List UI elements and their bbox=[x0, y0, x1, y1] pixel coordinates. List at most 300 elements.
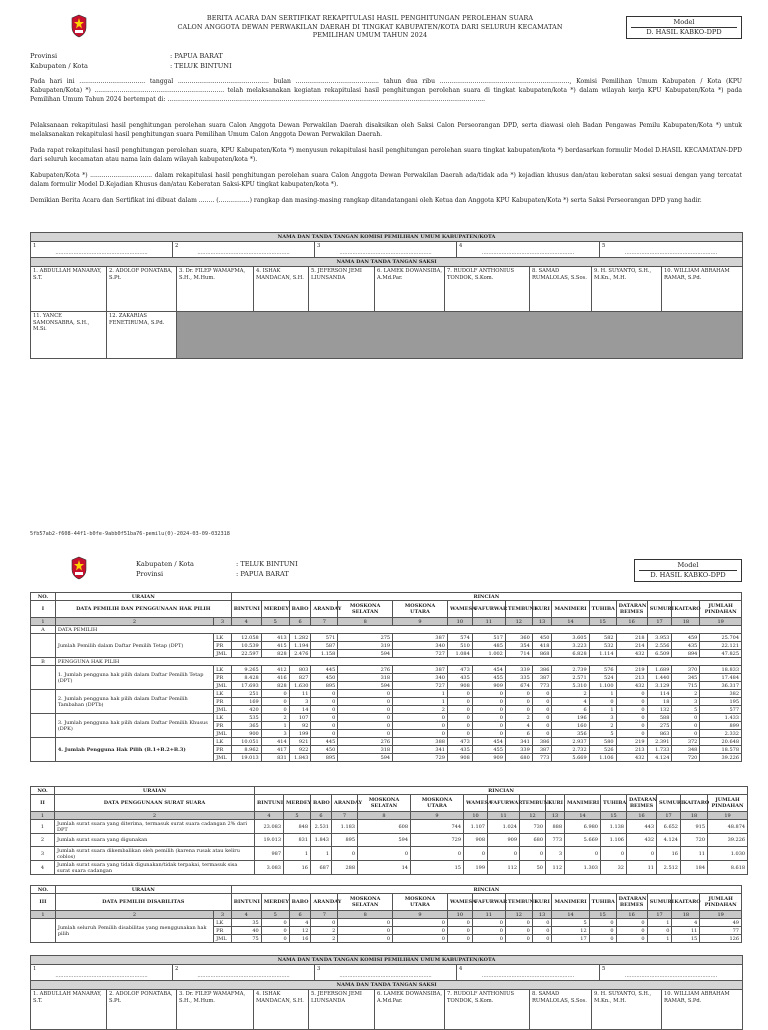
komisi-signature-slot[interactable]: 5 ........................................................ bbox=[600, 965, 743, 981]
blank-cell bbox=[31, 690, 56, 714]
value-cell: 318 bbox=[338, 746, 393, 754]
saksi-signature-slot[interactable]: 4. ISHAK MANDACAN, S.H. bbox=[254, 267, 309, 312]
value-cell: 340 bbox=[393, 642, 448, 650]
column-header: DATARAN BEIMES bbox=[616, 601, 647, 618]
value-cell: 730 bbox=[520, 820, 546, 834]
value-cell: 4 bbox=[672, 919, 700, 927]
provinsi-row bbox=[30, 52, 223, 61]
column-header: MANIMERI bbox=[552, 894, 589, 911]
column-number: 3 bbox=[214, 618, 232, 626]
value-cell: 580 bbox=[589, 738, 616, 746]
value-cell: 1.433 bbox=[700, 714, 742, 722]
saksi-signature-slot[interactable]: 12. ZAKARIAS FENETIRUMA, S.Pd. bbox=[107, 312, 177, 359]
header-row bbox=[31, 894, 742, 911]
value-cell: 0 bbox=[616, 935, 647, 943]
value-cell: 828 bbox=[261, 650, 289, 658]
value-cell: 0 bbox=[393, 730, 448, 738]
value-cell: 276 bbox=[338, 666, 393, 674]
value-cell: 524 bbox=[589, 674, 616, 682]
column-number: 5 bbox=[261, 618, 289, 626]
value-cell: 6 bbox=[505, 730, 532, 738]
value-cell: 895 bbox=[332, 834, 358, 847]
value-cell: 6.509 bbox=[647, 650, 672, 658]
value-cell: 9.265 bbox=[231, 666, 261, 674]
value-cell: 372 bbox=[672, 738, 700, 746]
value-cell: 908 bbox=[447, 682, 472, 690]
value-cell: 894 bbox=[672, 650, 700, 658]
value-cell: 0 bbox=[647, 927, 672, 935]
komisi-signature-slot[interactable]: 4 ........................................................ bbox=[457, 242, 600, 258]
value-cell: 0 bbox=[532, 927, 552, 935]
value-cell: 0 bbox=[261, 919, 289, 927]
header-rincian: RINCIAN bbox=[231, 886, 741, 894]
value-cell: 0 bbox=[601, 847, 627, 861]
section-title: DATA PEMILIH DISABILITAS bbox=[55, 894, 231, 911]
value-cell: 288 bbox=[332, 861, 358, 875]
value-cell: 0 bbox=[447, 730, 472, 738]
value-cell: 0 bbox=[411, 847, 464, 861]
header-rincian: RINCIAN bbox=[231, 593, 741, 601]
column-number: 5 bbox=[284, 812, 311, 820]
value-cell: 909 bbox=[472, 682, 505, 690]
value-cell: 729 bbox=[411, 834, 464, 847]
value-cell: 4 bbox=[289, 919, 311, 927]
value-cell: 0 bbox=[532, 706, 552, 714]
header-uraian: URAIAN bbox=[55, 787, 255, 795]
column-number: 9 bbox=[393, 911, 448, 919]
value-cell: 2 bbox=[589, 722, 616, 730]
column-number: 7 bbox=[332, 812, 358, 820]
saksi-signature-slot[interactable]: 2. ADOLOF PONATABA, S.Pt. bbox=[107, 267, 177, 312]
value-cell: 8.962 bbox=[231, 746, 261, 754]
column-header: MOSKONA UTARA bbox=[393, 601, 448, 618]
value-cell: 10.539 bbox=[231, 642, 261, 650]
value-cell: 450 bbox=[532, 634, 552, 642]
value-cell: 868 bbox=[532, 650, 552, 658]
value-cell: 987 bbox=[255, 847, 284, 861]
column-header: MOSKONA SELATAN bbox=[358, 795, 411, 812]
saksi-signature-slot[interactable]: 9. H. SUYANTO, S.H., M.Kn., M.H. bbox=[592, 990, 662, 1030]
value-cell: 571 bbox=[311, 634, 338, 642]
value-cell: 0 bbox=[447, 927, 472, 935]
value-cell: 0 bbox=[472, 927, 505, 935]
komisi-signature-slot[interactable]: 5 ........................................................ bbox=[600, 242, 743, 258]
value-cell: 417 bbox=[261, 746, 289, 754]
value-cell: 11 bbox=[672, 927, 700, 935]
value-cell: 15 bbox=[411, 861, 464, 875]
sex-label: PR bbox=[214, 722, 232, 730]
saksi-signature-slot[interactable]: 5. JEFERSON JEMI LIUNSANDA bbox=[309, 267, 375, 312]
p2-kabupaten-row bbox=[136, 560, 298, 569]
value-cell: 0 bbox=[393, 919, 448, 927]
komisi-signature-slot[interactable]: 3 ........................................................ bbox=[315, 965, 457, 981]
value-cell: 0 bbox=[332, 847, 358, 861]
value-cell: 0 bbox=[464, 847, 488, 861]
value-cell: 594 bbox=[338, 754, 393, 762]
header-row bbox=[31, 601, 742, 618]
column-number: 9 bbox=[393, 618, 448, 626]
model-label: Model bbox=[673, 18, 695, 26]
value-cell: 0 bbox=[472, 714, 505, 722]
value-cell: 107 bbox=[289, 714, 311, 722]
value-cell: 114 bbox=[647, 690, 672, 698]
value-cell: 803 bbox=[289, 666, 311, 674]
column-number: 17 bbox=[657, 812, 681, 820]
value-cell: 715 bbox=[672, 682, 700, 690]
column-number: 18 bbox=[681, 812, 708, 820]
saksi-signature-slot[interactable]: 4. ISHAK MANDACAN, S.H. bbox=[254, 990, 309, 1030]
column-header: KAITARO bbox=[681, 795, 708, 812]
group-number: B bbox=[31, 658, 56, 666]
group-number: A bbox=[31, 626, 56, 634]
value-cell: 435 bbox=[672, 642, 700, 650]
komisi-signature-slot[interactable]: 3 ........................................................ bbox=[315, 242, 457, 258]
saksi-signature-slot[interactable]: 6. LAMEK DOWANSIBA, A.Md.Par. bbox=[375, 990, 445, 1030]
row-label: Jumlah seluruh Pemilih disabilitas yang menggunakan hak pilih bbox=[55, 919, 213, 943]
provinsi-value: : PAPUA BARAT bbox=[170, 52, 223, 60]
value-cell: 459 bbox=[672, 634, 700, 642]
value-cell: 3 bbox=[672, 698, 700, 706]
value-cell: 594 bbox=[338, 650, 393, 658]
value-cell: 0 bbox=[589, 698, 616, 706]
value-cell: 275 bbox=[338, 634, 393, 642]
saksi-signature-slot[interactable]: 5. JEFERSON JEMI LIUNSANDA bbox=[309, 990, 375, 1030]
value-cell: 900 bbox=[231, 730, 261, 738]
value-cell: 432 bbox=[616, 650, 647, 658]
table-row bbox=[31, 919, 742, 927]
value-cell: 199 bbox=[464, 861, 488, 875]
sex-label: LK bbox=[214, 666, 232, 674]
value-cell: 1 bbox=[589, 706, 616, 714]
column-header: TEMBUNI bbox=[505, 601, 532, 618]
value-cell: 0 bbox=[338, 690, 393, 698]
value-cell: 199 bbox=[289, 730, 311, 738]
saksi-signature-slot[interactable]: 7. RUDOLF ANTHONIUS TONDOK, S.Kom. bbox=[445, 267, 530, 312]
saksi-signature-slot[interactable]: 8. SAMAD RUMALOLAS, S.Sos. bbox=[530, 990, 592, 1030]
sex-label: JML bbox=[214, 935, 232, 943]
sex-label: PR bbox=[214, 642, 232, 650]
value-cell: 0 bbox=[505, 690, 532, 698]
column-number: 2 bbox=[55, 911, 213, 919]
value-cell: 1 bbox=[311, 847, 332, 861]
value-cell: 0 bbox=[616, 919, 647, 927]
saksi-signature-slot[interactable]: 2. ADOLOF PONATABA, S.Pt. bbox=[107, 990, 177, 1030]
value-cell: 360 bbox=[505, 634, 532, 642]
column-header: ARANDAY bbox=[311, 601, 338, 618]
value-cell: 8.618 bbox=[708, 861, 748, 875]
row-label: 3. Jumlah pengguna hak pilih dalam Daftar Pemilih Khusus (DPK) bbox=[55, 714, 213, 738]
value-cell: 348 bbox=[672, 746, 700, 754]
value-cell: 6 bbox=[552, 706, 589, 714]
value-cell: 915 bbox=[681, 820, 708, 834]
value-cell: 5 bbox=[552, 919, 589, 927]
saksi-signature-slot[interactable]: 10. WILLIAM ABRAHAM RAMAR, S.Pd. bbox=[662, 990, 743, 1030]
value-cell: 195 bbox=[700, 698, 742, 706]
header-row bbox=[31, 886, 742, 894]
value-cell: 356 bbox=[552, 730, 589, 738]
value-cell: 1.030 bbox=[708, 847, 748, 861]
value-cell: 827 bbox=[289, 674, 311, 682]
column-number: 12 bbox=[505, 911, 532, 919]
value-cell: 0 bbox=[520, 847, 546, 861]
column-header: SUMURI bbox=[647, 601, 672, 618]
value-cell: 0 bbox=[338, 927, 393, 935]
value-cell: 0 bbox=[532, 730, 552, 738]
value-cell: 1 bbox=[284, 847, 311, 861]
value-cell: 25.704 bbox=[700, 634, 742, 642]
value-cell: 574 bbox=[447, 634, 472, 642]
row-label: 4. Jumlah Pengguna Hak Pilih (B.1+B.2+B.3) bbox=[55, 738, 213, 762]
value-cell: 341 bbox=[505, 738, 532, 746]
value-cell: 0 bbox=[447, 722, 472, 730]
p2-komisi-signature-table bbox=[30, 955, 743, 981]
value-cell: 319 bbox=[338, 642, 393, 650]
value-cell: 888 bbox=[546, 820, 565, 834]
value-cell: 3 bbox=[589, 714, 616, 722]
value-cell: 848 bbox=[284, 820, 311, 834]
value-cell: 39.226 bbox=[700, 754, 742, 762]
value-cell: 335 bbox=[505, 674, 532, 682]
value-cell: 1 bbox=[647, 935, 672, 943]
value-cell: 169 bbox=[231, 698, 261, 706]
value-cell: 32 bbox=[601, 861, 627, 875]
value-cell: 2.332 bbox=[700, 730, 742, 738]
value-cell: 0 bbox=[393, 927, 448, 935]
value-cell: 0 bbox=[393, 714, 448, 722]
column-number: 1 bbox=[31, 812, 55, 820]
value-cell: 0 bbox=[616, 706, 647, 714]
header-uraian: URAIAN bbox=[55, 593, 231, 601]
value-cell: 922 bbox=[289, 746, 311, 754]
value-cell: 432 bbox=[616, 682, 647, 690]
column-number: 1 bbox=[31, 911, 56, 919]
column-header: BABO bbox=[311, 795, 332, 812]
value-cell: 0 bbox=[311, 690, 338, 698]
value-cell: 387 bbox=[393, 634, 448, 642]
kabupaten-row bbox=[30, 62, 232, 71]
value-cell: 4.124 bbox=[657, 834, 681, 847]
data-pemilih-table bbox=[30, 592, 742, 762]
value-cell: 4 bbox=[552, 698, 589, 706]
blank-cell bbox=[31, 666, 56, 690]
column-number: 11 bbox=[488, 812, 520, 820]
value-cell: 0 bbox=[472, 706, 505, 714]
saksi-signature-slot[interactable]: 11. YANCE SAMONSABRA, S.H., M.Si. bbox=[31, 312, 107, 359]
value-cell: 77 bbox=[700, 927, 742, 935]
value-cell: 3.953 bbox=[647, 634, 672, 642]
paragraph-penutup: Demikian Berita Acara dan Sertifikat ini dibuat dalam ........ (................) rangkap dan masing-masing rangkap ditandatangani oleh Ketua dan Anggota KPU Kabupaten/Kota *) serta Saksi Perseorangan DPD yang hadir. bbox=[30, 197, 702, 204]
komisi-header: NAMA DAN TANDA TANGAN KOMISI PEMILIHAN UMUM KABUPATEN/KOTA bbox=[31, 956, 743, 965]
komisi-signature-slot[interactable]: 1 ........................................................ bbox=[31, 965, 173, 981]
value-cell: 2.556 bbox=[647, 642, 672, 650]
column-header: SUMURI bbox=[657, 795, 681, 812]
value-cell: 370 bbox=[672, 666, 700, 674]
value-cell: 3 bbox=[546, 847, 565, 861]
value-cell: 17 bbox=[552, 935, 589, 943]
sex-label: PR bbox=[214, 927, 232, 935]
column-number: 8 bbox=[338, 618, 393, 626]
value-cell: 0 bbox=[311, 919, 338, 927]
value-cell: 2 bbox=[393, 706, 448, 714]
value-cell: 2.571 bbox=[552, 674, 589, 682]
value-cell: 526 bbox=[589, 746, 616, 754]
saksi-header: NAMA DAN TANDA TANGAN SAKSI bbox=[31, 258, 743, 267]
value-cell: 3 bbox=[261, 730, 289, 738]
saksi-signature-slot[interactable]: 8. SAMAD RUMALOLAS, S.Sos. bbox=[530, 267, 592, 312]
column-header: ARANDAY bbox=[332, 795, 358, 812]
value-cell: 0 bbox=[311, 730, 338, 738]
saksi-signature-slot[interactable]: 9. H. SUYANTO, S.H., M.Kn., M.H. bbox=[592, 267, 662, 312]
surat-suara-table bbox=[30, 786, 748, 875]
column-header: JUMLAH PINDAHAN bbox=[700, 601, 742, 618]
saksi-signature-slot[interactable]: 7. RUDOLF ANTHONIUS TONDOK, S.Kom. bbox=[445, 990, 530, 1030]
value-cell: 386 bbox=[532, 666, 552, 674]
value-cell: 1.100 bbox=[589, 682, 616, 690]
group-label: PENGGUNA HAK PILIH bbox=[55, 658, 741, 666]
value-cell: 909 bbox=[488, 834, 520, 847]
value-cell: 0 bbox=[338, 714, 393, 722]
column-number: 18 bbox=[672, 618, 700, 626]
column-number: 19 bbox=[700, 911, 742, 919]
komisi-signature-slot[interactable]: 2 ........................................................ bbox=[173, 242, 315, 258]
column-number-row bbox=[31, 812, 748, 820]
value-cell: 2.391 bbox=[647, 738, 672, 746]
value-cell: 0 bbox=[338, 730, 393, 738]
value-cell: 10.051 bbox=[231, 738, 261, 746]
value-cell: 365 bbox=[231, 722, 261, 730]
column-number: 12 bbox=[505, 618, 532, 626]
p2-kabupaten-value: : TELUK BINTUNI bbox=[236, 560, 298, 568]
paragraph-kejadian-khusus: Kabupaten/Kota *) ................................ dalam rekapitulasi hasil penghitungan perolehan suara Calon Anggota Dewan Perwakilan Daerah ada/tidak ada *) kejadian khusus dan/atau keberatan saksi sesuai dengan yang tercatat dalam formulir Model D.Kejadian Khusus dan/atau Keberatan Saksi-KPU tingkat kabupaten/kota *). bbox=[30, 172, 742, 188]
value-cell: 532 bbox=[589, 642, 616, 650]
row-label: Jumlah surat suara dikembalikan oleh pemilih (karena rusak atau keliru coblos) bbox=[55, 847, 255, 861]
sex-label: LK bbox=[214, 738, 232, 746]
value-cell: 14 bbox=[289, 706, 311, 714]
value-cell: 412 bbox=[261, 666, 289, 674]
value-cell: 5 bbox=[589, 730, 616, 738]
saksi-signature-slot[interactable]: 1. ABDULLAH MANARAY, S.T. bbox=[31, 990, 107, 1030]
column-header: BINTUNI bbox=[255, 795, 284, 812]
value-cell: 8.428 bbox=[231, 674, 261, 682]
value-cell: 1.733 bbox=[647, 746, 672, 754]
sex-label: JML bbox=[214, 754, 232, 762]
value-cell: 6.652 bbox=[657, 820, 681, 834]
value-cell: 49 bbox=[700, 919, 742, 927]
value-cell: 0 bbox=[338, 722, 393, 730]
value-cell: 0 bbox=[616, 722, 647, 730]
value-cell: 0 bbox=[616, 730, 647, 738]
value-cell: 12 bbox=[552, 927, 589, 935]
value-cell: 0 bbox=[447, 919, 472, 927]
komisi-signature-table bbox=[30, 232, 743, 258]
value-cell: 908 bbox=[464, 834, 488, 847]
saksi-signature-slot[interactable]: 1. ABDULLAH MANARAY, S.T. bbox=[31, 267, 107, 312]
column-header: KAITARO bbox=[672, 601, 700, 618]
column-number: 19 bbox=[700, 618, 742, 626]
column-header: JUMLAH PINDAHAN bbox=[708, 795, 748, 812]
value-cell: 0 bbox=[616, 927, 647, 935]
value-cell: 214 bbox=[616, 642, 647, 650]
row-label: 2. Jumlah pengguna hak pilih dalam Daftar Pemilih Tambahan (DPTb) bbox=[55, 690, 213, 714]
value-cell: 18.578 bbox=[700, 746, 742, 754]
saksi-signature-slot[interactable]: 3. Dr. FILEP WAMAFMA, S.H., M.Hum. bbox=[177, 267, 254, 312]
blank-cell bbox=[31, 714, 56, 738]
row-label: Jumlah surat suara yang digunakan bbox=[55, 834, 255, 847]
column-header: MOSKONA UTARA bbox=[393, 894, 448, 911]
value-cell: 0 bbox=[261, 706, 289, 714]
saksi-signature-slot[interactable]: 10. WILLIAM ABRAHAM RAMAR, S.Pd. bbox=[662, 267, 743, 312]
column-number: 2 bbox=[55, 812, 255, 820]
p2-provinsi-label: Provinsi bbox=[136, 570, 164, 578]
blank-cell bbox=[31, 634, 56, 658]
value-cell: 1.183 bbox=[332, 820, 358, 834]
saksi-signature-slot[interactable]: 3. Dr. FILEP WAMAFMA, S.H., M.Hum. bbox=[177, 990, 254, 1030]
column-number: 14 bbox=[552, 618, 589, 626]
column-number: 16 bbox=[627, 812, 657, 820]
value-cell: 2 bbox=[311, 935, 338, 943]
value-cell: 339 bbox=[505, 666, 532, 674]
value-cell: 11 bbox=[289, 690, 311, 698]
value-cell: 0 bbox=[532, 714, 552, 722]
column-number: 5 bbox=[261, 911, 289, 919]
value-cell: 1 bbox=[647, 919, 672, 927]
column-header: KURI bbox=[532, 601, 552, 618]
value-cell: 0 bbox=[532, 698, 552, 706]
value-cell: 112 bbox=[488, 861, 520, 875]
value-cell: 413 bbox=[261, 634, 289, 642]
komisi-signature-slot[interactable]: 2 ........................................................ bbox=[173, 965, 315, 981]
value-cell: 1 bbox=[261, 722, 289, 730]
value-cell: 2 bbox=[552, 690, 589, 698]
value-cell: 455 bbox=[472, 674, 505, 682]
sex-label: LK bbox=[214, 634, 232, 642]
header-uraian: URAIAN bbox=[55, 886, 231, 894]
column-number: 17 bbox=[647, 911, 672, 919]
column-number-row bbox=[31, 618, 742, 626]
header-no: NO. bbox=[31, 593, 56, 601]
value-cell: 11 bbox=[681, 847, 708, 861]
value-cell: 5.669 bbox=[565, 834, 601, 847]
komisi-signature-slot[interactable]: 1 ........................................................ bbox=[31, 242, 173, 258]
value-cell: 12 bbox=[289, 927, 311, 935]
value-cell: 0 bbox=[261, 698, 289, 706]
value-cell: 0 bbox=[338, 706, 393, 714]
value-cell: 213 bbox=[616, 674, 647, 682]
paragraph-rapat: Pada rapat rekapitulasi hasil penghitungan perolehan suara, KPU Kabupaten/Kota *) menyusun rekapitulasi hasil penghitungan perolehan suara tingkat kabupaten/kota *) berdasarkan formulir Model D.HASIL KECAMATAN-DPD dari seluruh kecamatan atau nama lain dalam wilayah kabupaten/kota *). bbox=[30, 147, 742, 163]
value-cell: 2.739 bbox=[552, 666, 589, 674]
value-cell: 450 bbox=[311, 746, 338, 754]
value-cell: 510 bbox=[447, 642, 472, 650]
value-cell: 251 bbox=[231, 690, 261, 698]
value-cell: 0 bbox=[447, 698, 472, 706]
value-cell: 0 bbox=[358, 847, 411, 861]
value-cell: 0 bbox=[447, 706, 472, 714]
value-cell: 450 bbox=[311, 674, 338, 682]
column-number: 10 bbox=[464, 812, 488, 820]
column-number: 15 bbox=[589, 911, 616, 919]
column-number: 13 bbox=[532, 911, 552, 919]
value-cell: 420 bbox=[231, 706, 261, 714]
value-cell: 2.476 bbox=[289, 650, 311, 658]
saksi-signature-slot[interactable]: 6. LAMEK DOWANSIBA, A.Md.Par. bbox=[375, 267, 445, 312]
value-cell: 19.013 bbox=[231, 754, 261, 762]
komisi-signature-slot[interactable]: 4 ........................................................ bbox=[457, 965, 600, 981]
column-number: 6 bbox=[289, 618, 311, 626]
value-cell: 0 bbox=[261, 690, 289, 698]
value-cell: 0 bbox=[261, 935, 289, 943]
value-cell: 899 bbox=[700, 722, 742, 730]
column-number: 1 bbox=[31, 618, 56, 626]
